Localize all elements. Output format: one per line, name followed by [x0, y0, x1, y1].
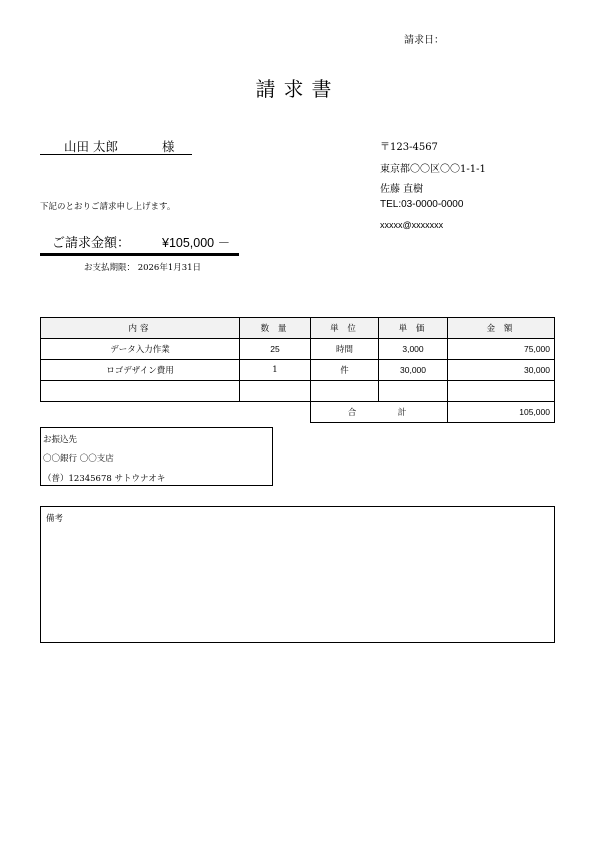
total-value: 105,000 — [448, 402, 555, 423]
cell-amount: 75,000 — [448, 339, 555, 360]
bank-transfer-box — [40, 427, 273, 486]
items-table — [40, 317, 555, 423]
page-title: 請求書 — [255, 77, 340, 101]
invoice-date-label: 請求日： — [404, 35, 444, 46]
cell-description: ロゴデザイン費用 — [41, 360, 240, 381]
customer-name: 山田 太郎 — [64, 139, 118, 154]
cell-amount: 30,000 — [448, 360, 555, 381]
table-total-row — [41, 402, 555, 423]
cell-description — [41, 381, 240, 402]
amount-underline — [40, 253, 239, 256]
table-row — [41, 339, 555, 360]
amount-value: ¥105,000 － — [162, 236, 231, 250]
cell-quantity: 25 — [240, 339, 311, 360]
greeting-text: 下記のとおりご請求申し上げます。 — [40, 202, 176, 212]
table-row — [41, 360, 555, 381]
cell-unit: 時間 — [311, 339, 379, 360]
cell-unit-price: 3,000 — [379, 339, 448, 360]
amount-label: ご請求金額： — [52, 236, 131, 251]
header-unit: 単 位 — [311, 318, 379, 339]
table-header-row — [41, 318, 555, 339]
cell-quantity: 1 — [240, 360, 311, 381]
bank-branch: 〇〇銀行 〇〇支店 — [43, 454, 114, 464]
sender-name: 佐藤 直樹 — [380, 184, 424, 195]
header-description: 内容 — [41, 318, 240, 339]
customer-honorific: 様 — [162, 139, 175, 154]
table-row — [41, 381, 555, 402]
bank-account: （普）12345678 サトウナオキ — [43, 474, 166, 484]
cell-unit-price: 30,000 — [379, 360, 448, 381]
cell-description: データ入力作業 — [41, 339, 240, 360]
due-date: お支払期限： 2026年1月31日 — [84, 263, 202, 273]
header-quantity: 数 量 — [240, 318, 311, 339]
sender-postal-code: 〒123-4567 — [380, 142, 438, 153]
blank-cell — [41, 402, 240, 423]
blank-cell — [240, 402, 311, 423]
cell-quantity — [240, 381, 311, 402]
total-label: 合 計 — [311, 402, 448, 423]
bank-heading: お振込先 — [43, 435, 78, 445]
cell-unit — [311, 381, 379, 402]
sender-tel: TEL:03-0000-0000 — [380, 199, 464, 210]
remarks-box — [40, 506, 555, 643]
header-unit-price: 単 価 — [379, 318, 448, 339]
cell-unit-price — [379, 381, 448, 402]
customer-name-underline — [40, 154, 192, 155]
cell-amount — [448, 381, 555, 402]
sender-email: xxxxx@xxxxxxx — [380, 220, 444, 230]
sender-address: 東京都〇〇区〇〇1-1-1 — [380, 164, 486, 175]
header-amount: 金 額 — [448, 318, 555, 339]
cell-unit: 件 — [311, 360, 379, 381]
remarks-label: 備考 — [46, 514, 64, 524]
